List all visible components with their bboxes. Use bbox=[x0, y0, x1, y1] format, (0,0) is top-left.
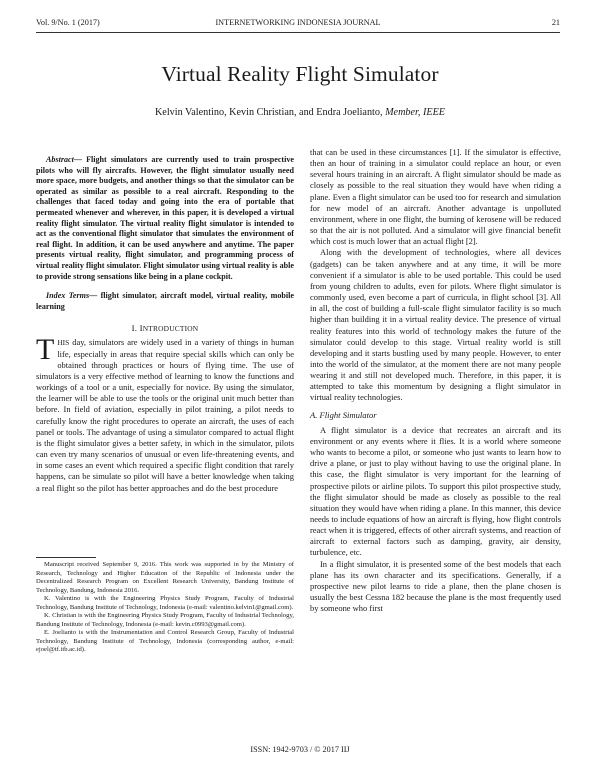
subsection-heading-flight-simulator: A. Flight Simulator bbox=[310, 409, 377, 420]
author-line bbox=[0, 107, 600, 118]
right-paragraph-2: Along with the development of technologies, where all devices (gadgets) can be taken anywhere and at any time, it will be more convenient if a simulator is able to be used portable. This could be used from young children to adults, even for pilots. Where flight simulator is commonly used, even become a part of curricula, in flight school [3]. All in all, the cost of building a full-scale flight simulator facility is so much higher than building it in a virtual reality device. The presence of virtual reality features into this world of technology makes the future of the simulator could develop to this stage. Virtual reality world is still developing and it starts bustling used by many people. However, to enter into the world of the simulator, at the moment there are not many people wearing it and still not developed much. Therefore, in this paper, it is attempted to take this momentum by designing a flight simulator in virtual reality technologies. bbox=[310, 247, 561, 403]
right-paragraph-3: A flight simulator is a device that recreates an aircraft and its environment or any events where it flies. It is a world where someone who wants to become a pilot, or someone who just wants to learn how to drive a plane, or just to play without having to use the original plane. In this case, the flight simulator is very important for the learning of prospective pilots or airline pilots. To support this pilot prospective study, the flight simulator should be made as closely as possible to the real situation they would have when riding a plane. In this manner, this device needs to include equations of how an aircraft is flying, how flight controls react when it is triggered, effects of other aircraft systems, and reaction of aircraft to external factors such as damping, gravity, air density, turbulence, etc. bbox=[310, 424, 561, 558]
author-role: Member, IEEE bbox=[385, 107, 446, 118]
intro-lead: HIS bbox=[57, 338, 70, 348]
index-terms-label: Index Terms bbox=[46, 291, 90, 301]
abstract-dash: — bbox=[73, 155, 87, 164]
footnote-christian: K. Christian is with the Engineering Physics Study Program, Faculty of Industrial Technology, Bandung Institute of Technology, Indonesia (e-mail: kevin.c0993@gmail.com). bbox=[36, 612, 294, 628]
intro-paragraph bbox=[36, 333, 294, 493]
right-column bbox=[310, 147, 561, 614]
footnotes bbox=[36, 561, 294, 655]
author-names: Kelvin Valentino, Kevin Christian, and Endra Joelianto, bbox=[154, 107, 383, 118]
right-paragraph-4: In a flight simulator, it is presented some of the best models that each plane has its own character and its specifications. Generally, if a prospective new pilot learns to ride a plane, then the plane chosen is usually the best Cessna 182 because the plane is the most frequently used by someone who first bbox=[310, 558, 561, 614]
right-paragraph-1: that can be used in these circumstances [1]. If the simulator is effective, then an hour of training in a simulator could replace an hour, or even several hours training in an aircraft. A flight simulator should be made as closely as possible to the real situation they would have when riding a plane. Even a flight simulator can be used too for research and simulation for new model of an aircraft. Another advantage is unpolluted environment, where in one flight, the burning of kerosene will be reduced so that the air is not polluted. And a simulator will give financial benefit which cost is much lower that an actual flight [2]. bbox=[310, 147, 561, 247]
footnote-manuscript: Manuscript received September 9, 2016. This work was supported in by the Ministry of Research, Technology and Higher Education of the Republic of Indonesia under the Decentralized Research Program on Excellent Research University, Bandung Institute of Technology, Bandung, Indonesia 2016. bbox=[36, 561, 294, 594]
volume-issue: Vol. 9/No. 1 (2017) bbox=[36, 18, 100, 27]
page-number: 21 bbox=[551, 18, 560, 27]
left-column bbox=[36, 155, 294, 494]
running-header bbox=[36, 18, 560, 32]
drop-cap: T bbox=[36, 333, 55, 367]
journal-name: INTERNETWORKING INDONESIA JOURNAL bbox=[215, 18, 381, 27]
footnote-rule bbox=[36, 557, 96, 558]
abstract-label: Abstract bbox=[46, 155, 74, 164]
footnote-joelianto: E. Joelianto is with the Instrumentation and Control Research Group, Faculty of Industrial Technology, Bandung Institute of Technology, Indonesia (corresponding author, e-mail: ejoel@tf.itb.ac.id). bbox=[36, 629, 294, 654]
index-terms-dash: — bbox=[89, 291, 101, 301]
header-rule bbox=[36, 32, 560, 33]
intro-text: day, simulators are widely used in a variety of things in human life, especially in areas that require special skills which can only be obtained through practices or hours of flying time. The use of simulators is a very effective method of learning to know the functions and workings of a tool or a unit, especially for novice. By using the simulator, the learner will be able to use the tools or the original unit much better than before. In field of aviation, especially in pilot training, a pilot needs to carefully know the right procedures to operate an aircraft, the uses of each panel or tools. The advantage of using a simulator compared to actual flight is the flight simulator gives a better safety, in which in the simulator, pilots can even try many scenarios of unusual or even life-threatening events, and in some cases an event which required a specific flight condition that rarely happens, can be simulate so pilot will have a better knowledge when taking a real flight so the pilot has better approaches and do the best procedure bbox=[36, 337, 294, 493]
page-footer-issn: ISSN: 1942-9703 / © 2017 IIJ bbox=[250, 745, 350, 754]
section-rest: NTRODUCTION bbox=[142, 324, 199, 334]
paper-title: Virtual Reality Flight Simulator bbox=[161, 62, 439, 86]
section-first-letter: I bbox=[139, 323, 143, 334]
footnote-valentino: K. Valentino is with the Engineering Physics Study Program, Faculty of Industrial Technology, Bandung Institute of Technology, Indonesia (e-mail: valentino.kelvin1@gmail.com). bbox=[36, 595, 294, 611]
index-terms bbox=[36, 291, 294, 312]
abstract-text: Flight simulators are currently used to train prospective pilots who will fly aircrafts. However, the flight simulator usually need more space, more budgets, and another things so that the simulator can be operated as similar as possible to a real aircraft. Responding to the challenges that faced today and going into the era of portable that permeated whenever and wherever, in this paper, it is developed a virtual reality flight simulator. The virtual reality flight simulator is intended to act as the conventional flight simulator that simulates the environment of real flight. In addition, it can be used anywhere and anytime. The paper presents virtual reality, flight simulator, and programming process of virtual reality flight simulator. Flight simulator using virtual reality is able to provide strong sensations like being in a plane cockpit. bbox=[36, 155, 294, 281]
section-numeral: I. bbox=[131, 323, 140, 334]
index-terms-text: flight simulator, aircraft model, virtual reality, mobile learning bbox=[36, 291, 294, 311]
section-heading-introduction bbox=[36, 323, 294, 334]
abstract bbox=[36, 155, 294, 282]
